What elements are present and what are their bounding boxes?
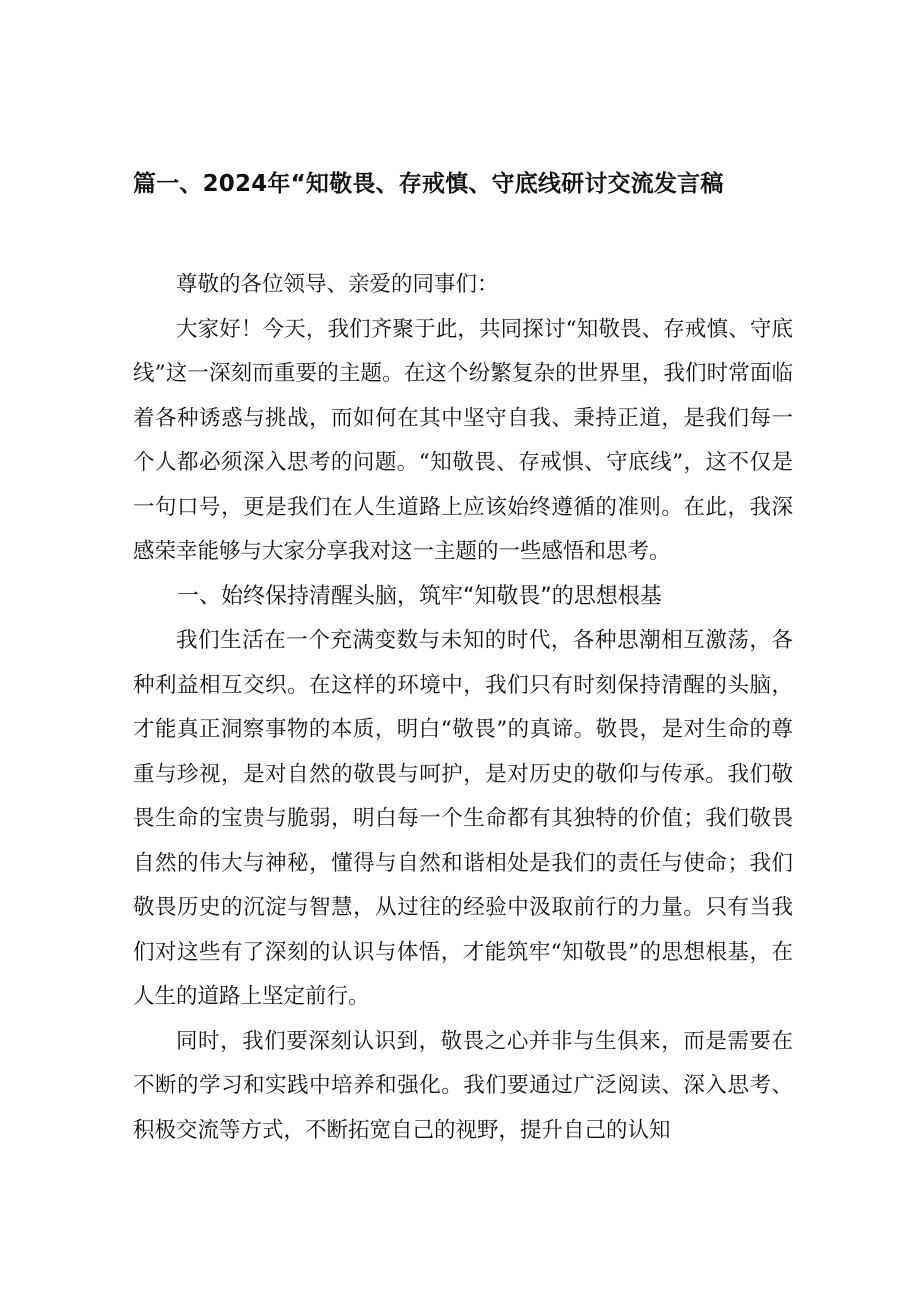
paragraph: 同时，我们要深刻认识到，敬畏之心并非与生俱来，而是需要在不断的学习和实践中培养和强化。我们要通过广泛阅读、深入思考、积极交流等方式，不断拓宽自己的视野，提升自己的认知 <box>133 1028 793 1143</box>
section-heading: 一、始终保持清醒头脑，筑牢“知敬畏”的思想根基 <box>177 583 662 609</box>
document-title: 篇一、2024年“知敬畏、存戒慎、守底线研讨交流发言稿 <box>133 171 724 197</box>
greeting: 尊敬的各位领导、亲爱的同事们： <box>176 272 499 297</box>
paragraph: 我们生活在一个充满变数与未知的时代，各种思潮相互激荡，各种利益相互交织。在这样的环境中，我们只有时刻保持清醒的头脑，才能真正洞察事物的本质，明白“敬畏”的真谛。敬畏，是对生命的尊重与珍视，是对自然的敬畏与呵护，是对历史的敬仰与传承。我们敬畏生命的宝贵与脆弱，明白每一个生命都有其独特的价值；我们敬畏自然的伟大与神秘，懂得与自然和谐相处是我们的责任与使命；我们敬畏历史的沉淀与智慧，从过往的经验中汲取前行的力量。只有当我们对这些有了深刻的认识与体悟，才能筑牢“知敬畏”的思想根基，在人生的道路上坚定前行。 <box>133 628 793 1009</box>
paragraph: 大家好！今天，我们齐聚于此，共同探讨“知敬畏、存戒慎、守底线”这一深刻而重要的主题。在这个纷繁复杂的世界里，我们时常面临着各种诱惑与挑战，而如何在其中坚守自我、秉持正道，是我们每一个人都必须深入思考的问题。“知敬畏、存戒惧、守底线”，这不仅是一句口号，更是我们在人生道路上应该始终遵循的准则。在此，我深感荣幸能够与大家分享我对这一主题的一些感悟和思考。 <box>133 316 793 564</box>
document-body <box>133 263 793 1153</box>
